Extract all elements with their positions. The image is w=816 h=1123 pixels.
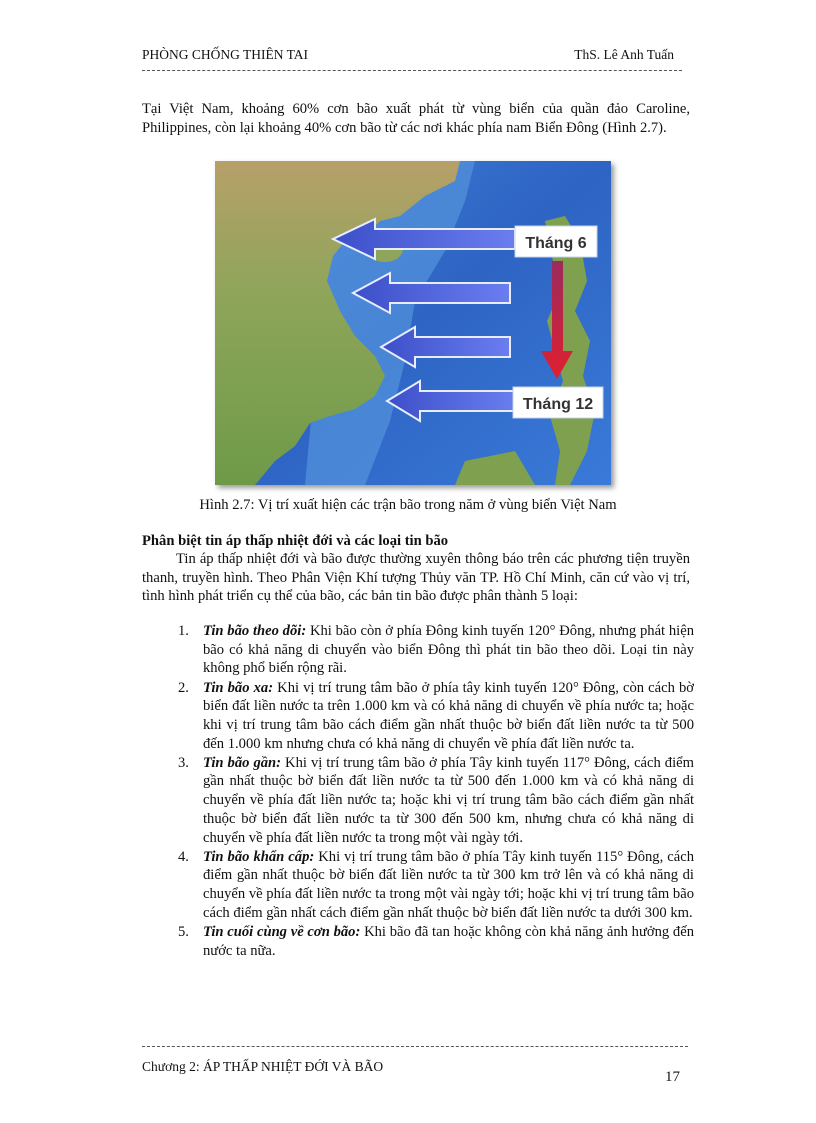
footer-divider (142, 1046, 688, 1047)
section-body: Tin áp thấp nhiệt đới và bão được thường xuyên thông báo trên các phương tiện truyền thanh, truyền hình. Theo Phân Viện Khí tượng Thủy văn TP. Hồ Chí Minh, căn cứ vào vị trí, tình hình phát triển cụ thể của bão, các bản tin bão được phân thành 5 loại: (142, 551, 690, 605)
item-term: Tin bão gần: (203, 754, 282, 771)
item-text: Khi vị trí trung tâm bão ở phía Tây kinh tuyến 115° Đông, cách điểm gần nhất thuộc bờ biển đất liền nước ta từ 300 km trở lên và có khả năng di chuyển về phía đất liền nước ta trong một vài ngày tới; hoặc khi vị trí trung tâm bão cách điểm gần nhất cách điểm gần nhất thuộc bờ biển đất liền nước ta dưới 300 km. (203, 848, 694, 921)
page-number: 17 (665, 1069, 680, 1085)
item-term: Tin cuối cùng về cơn bão: (203, 923, 361, 940)
list-item (178, 923, 694, 960)
item-number: 5. (178, 923, 189, 940)
bulletin-list (178, 622, 694, 961)
item-number: 4. (178, 848, 189, 865)
list-item (178, 848, 694, 923)
running-header-author: ThS. Lê Anh Tuấn (574, 47, 674, 62)
item-text: Khi vị trí trung tâm bão ở phía Tây kinh tuyến 117° Đông, cách điểm gần nhất thuộc bờ biển đất liền nước ta từ 500 đến 1.000 km và có khả năng di chuyển về phía đất liền nước ta; hoặc khi vị trí trung tâm bão cách điểm gần nhất thuộc bờ biển đất liền nước ta từ 300 đến 500 km, nhưng chưa có khả năng di chuyển về phía đất liền nước ta trong một vài ngày tới. (203, 754, 694, 846)
item-text: Khi vị trí trung tâm bão ở phía tây kinh tuyến 120° Đông, còn cách bờ biển đất liền nước ta trên 1.000 km và có khả năng di chuyển về phía nước ta; hoặc khi vị trí trung tâm bão cách điểm gần nhất thuộc bờ biển đất liền nước ta từ 500 đến 1.000 km nhưng chưa có khả năng di chuyển về phía đất liền nước ta. (203, 679, 695, 752)
figure-caption: Hình 2.7: Vị trí xuất hiện các trận bão trong năm ở vùng biển Việt Nam (199, 497, 617, 513)
list-item (178, 679, 694, 754)
list-item (178, 622, 694, 678)
list-item (178, 754, 694, 848)
item-term: Tin bão xa: (203, 679, 274, 696)
item-text: Khi bão còn ở phía Đông kinh tuyến 120° Đông, nhưng phát hiện bão có khả năng di chuyển vào biển Đông thì phát tin bão theo dõi. Loại tin này không phổ biến rộng rãi. (203, 623, 694, 677)
item-text: Khi bão đã tan hoặc không còn khả năng ảnh hưởng đến nước ta nữa. (203, 923, 694, 959)
item-term: Tin bão theo dõi: (203, 623, 307, 639)
running-header-title: PHÒNG CHỐNG THIÊN TAI (142, 47, 309, 62)
item-number: 1. (178, 623, 189, 639)
item-term: Tin bão khẩn cấp: (203, 848, 315, 865)
label-month-6: Tháng 6 (525, 235, 587, 252)
item-number: 2. (178, 679, 189, 696)
storm-map-figure (215, 161, 611, 485)
label-month-12: Tháng 12 (522, 396, 594, 413)
intro-paragraph: Tại Việt Nam, khoảng 60% cơn bão xuất phát từ vùng biển của quần đảo Caroline, Philippines, còn lại khoảng 40% cơn bão từ các nơi khác phía nam Biển Đông (Hình 2.7). (142, 101, 690, 136)
footer-chapter: Chương 2: ÁP THẤP NHIỆT ĐỚI VÀ BÃO (142, 1059, 384, 1074)
item-number: 3. (178, 754, 189, 771)
storm-map (215, 161, 611, 485)
section-heading: Phân biệt tin áp thấp nhiệt đới và các loại tin bão (142, 533, 449, 549)
header-divider (142, 70, 682, 71)
